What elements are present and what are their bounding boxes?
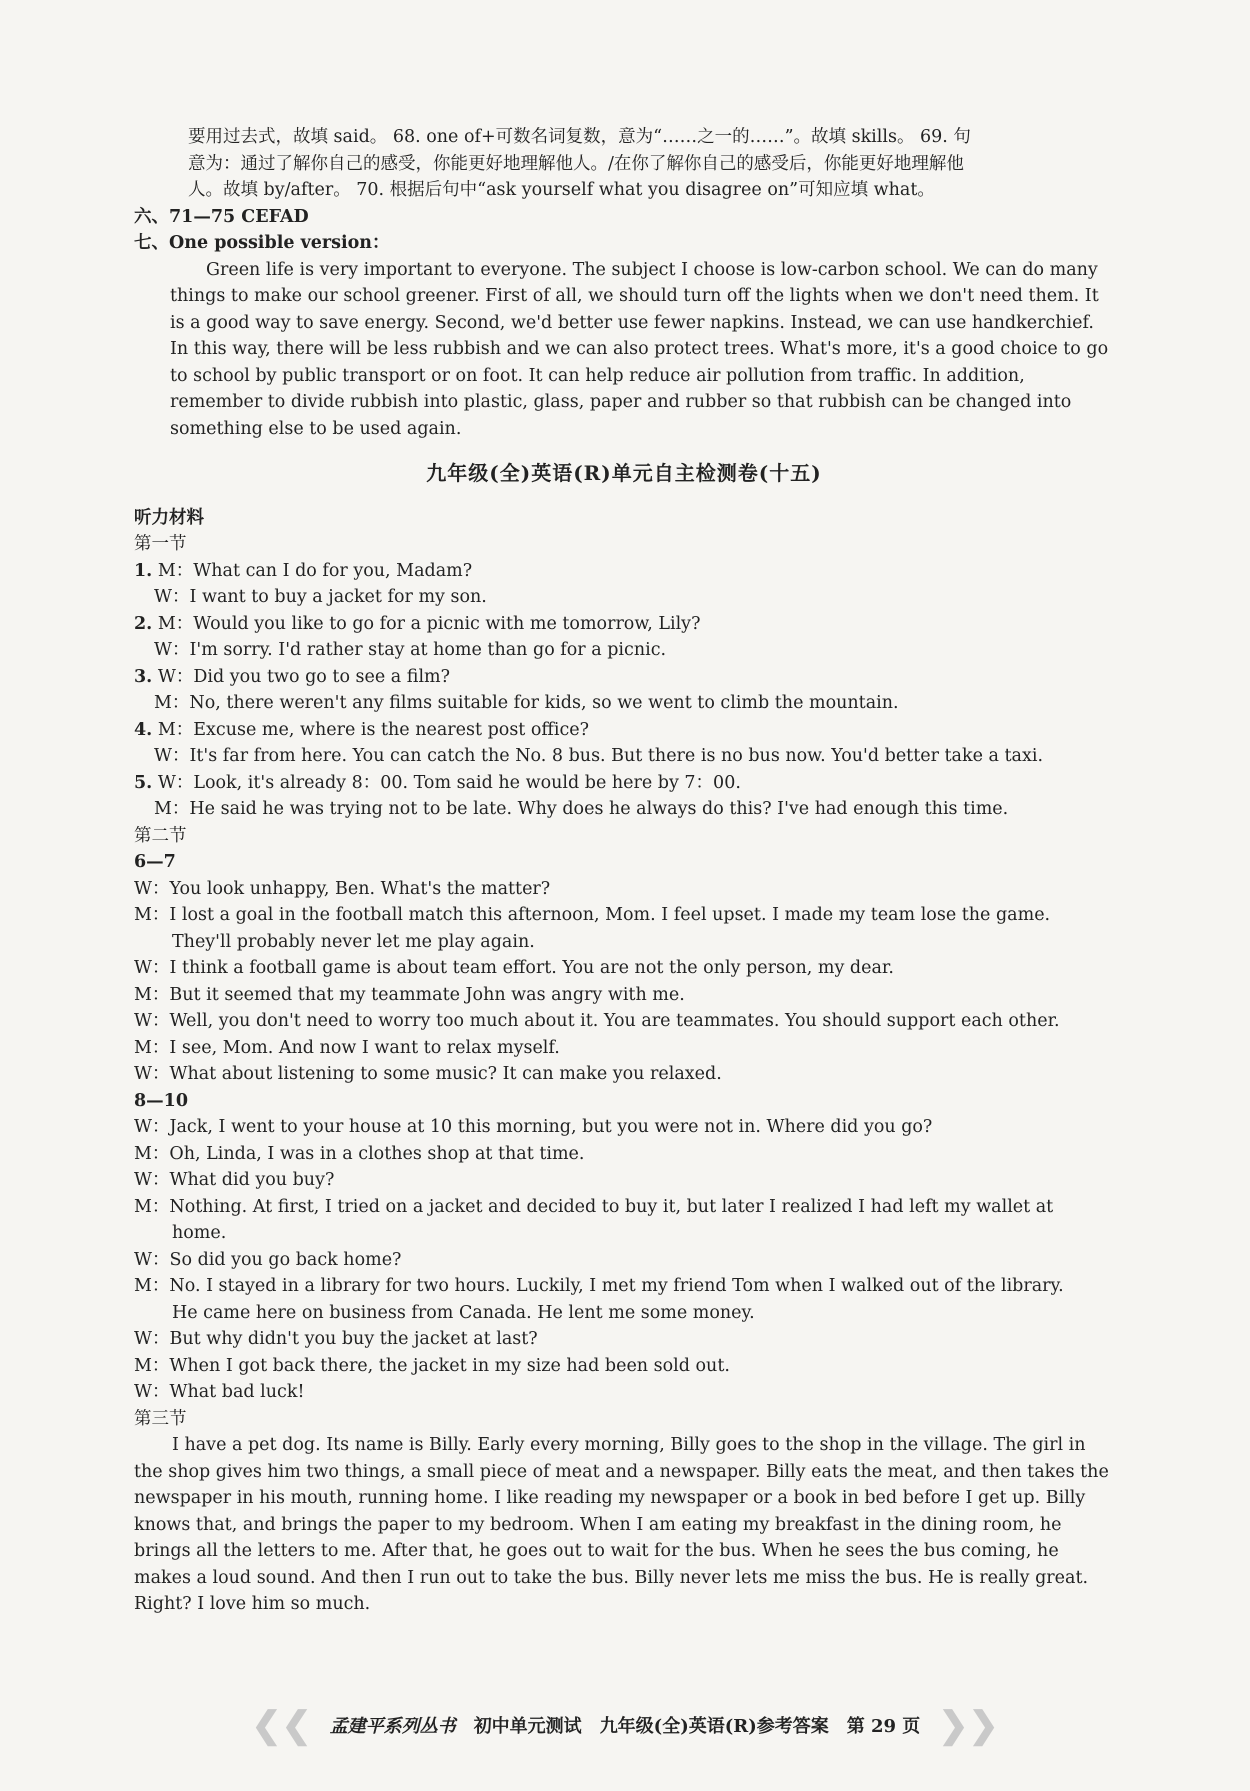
essay-line: In this way, there will be less rubbish and we can also protect trees. What's more, it's a good choice to go [170,339,1109,359]
item-number: 5. [134,772,153,793]
item-number: 1. [134,560,153,581]
essay-line: remember to divide rubbish into plastic, glass, paper and rubber so that rubbish can be changed into [170,392,1072,412]
dialogue-line: M：What can I do for you, Madam? [157,560,473,581]
dialogue-line: W：What about listening to some music? It can make you relaxed. [134,1064,722,1084]
passage-line: knows that, and brings the paper to my bedroom. When I am eating my breakfast in the dining room, he [134,1514,1062,1535]
passage-line: brings all the letters to me. After that, he goes out to wait for the bus. When he sees the bus coming, he [134,1541,1059,1561]
page-footer [0,1700,1250,1750]
page-content [134,124,1114,1618]
section-six-answers: 六、71—75 CEFAD [134,206,309,227]
answer-line: 要用过去式，故填 said。 68. one of+可数名词复数，意为“……之一的……”。故填 skills。 69. 句 [188,127,971,147]
dialogue-line: home. [172,1223,227,1243]
section-three-passage [134,1432,1114,1618]
dialogue-line: M：When I got back there, the jacket in my size had been sold out. [134,1355,730,1376]
dialogue-8-10 [134,1114,1114,1406]
dialogue-line: He came here on business from Canada. He lent me some money. [172,1302,755,1323]
dialogue-line: W：What bad luck! [134,1382,305,1402]
book-name: 初中单元测试 [473,1716,582,1737]
passage-line: the shop gives him two things, a small piece of meat and a newspaper. Billy eats the meat, and then takes the [134,1461,1109,1482]
question-range-6-7: 6—7 [134,852,176,872]
dialogue-line: M：I lost a goal in the football match this afternoon, Mom. I feel upset. I made my team lose the game. [134,905,1051,925]
passage-line: makes a loud sound. And then I run out to take the bus. Billy never lets me miss the bus. He is really great. [134,1567,1089,1588]
dialogue-line: M：No. I stayed in a library for two hours. Luckily, I met my friend Tom when I walked out of the library. [134,1276,1064,1296]
dialogue-line: They'll probably never let me play again. [172,931,535,952]
dialogue-line: M：I see, Mom. And now I want to relax myself. [134,1037,560,1058]
section-two-label: 第二节 [134,825,187,846]
essay-line: something else to be used again. [170,418,462,439]
dialogue-line: W：Well, you don't need to worry too much about it. You are teammates. You should support each other. [134,1011,1060,1031]
dialogue-line: W：I want to buy a jacket for my son. [154,587,487,607]
question-range-8-10: 8—10 [134,1090,189,1111]
test-title: 九年级(全)英语(R)单元自主检测卷(十五) [426,461,822,485]
sample-essay [134,257,1114,443]
listening-heading: 听力材料 [134,507,204,528]
passage-line: I have a pet dog. Its name is Billy. Early every morning, Billy goes to the shop in the village. The girl in [172,1435,1086,1455]
passage-line: newspaper in his mouth, running home. I like reading my newspaper or a book in bed before I get up. Billy [134,1488,1086,1508]
dialogue-line: W：You look unhappy, Ben. What's the matter? [134,878,551,899]
dialogue-line: M：Nothing. At first, I tried on a jacket and decided to buy it, but later I realized I had left my wallet at [134,1196,1054,1217]
dialogue-6-7 [134,876,1114,1088]
dialogue-line: W：But why didn't you buy the jacket at last? [134,1329,538,1349]
dialogue-line: M：Oh, Linda, I was in a clothes shop at that time. [134,1143,585,1164]
dialogue-line: W：Look, it's already 8：00. Tom said he would be here by 7：00. [157,772,741,793]
dialogue-line: W：What did you buy? [134,1170,335,1190]
essay-line: to school by public transport or on foot. It can help reduce air pollution from traffic. In addition, [170,365,1025,386]
dialogue-line: W：So did you go back home? [134,1249,402,1270]
dialogue-line: W：I think a football game is about team effort. You are not the only person, my dear. [134,958,894,978]
essay-line: Green life is very important to everyone. The subject I choose is low-carbon school. We can do many [206,259,1098,280]
essay-line: things to make our school greener. First of all, we should turn off the lights when we don't need them. It [170,286,1099,306]
dialogue-line: M：But it seemed that my teammate John was angry with me. [134,984,685,1005]
series-name: 孟建平系列丛书 [329,1716,456,1737]
dialogue-line: M：Would you like to go for a picnic with me tomorrow, Lily? [157,613,701,634]
dialogue-line: M：No, there weren't any films suitable for kids, so we went to climb the mountain. [154,693,899,713]
section-seven-heading: 七、One possible version： [134,233,390,253]
subject-name: 九年级(全)英语(R)参考答案 [599,1716,829,1737]
section-three-label: 第三节 [134,1408,187,1429]
passage-line: Right? I love him so much. [134,1594,371,1614]
dialogue-line: W：I'm sorry. I'd rather stay at home than go for a picnic. [154,640,667,660]
page-number: 第 29 页 [846,1716,921,1737]
dialogue-line: M：He said he was trying not to be late. Why does he always do this? I've had enough this time. [154,799,1009,819]
dialogue-line: W：It's far from here. You can catch the No. 8 bus. But there is no bus now. You'd better take a taxi. [154,746,1044,766]
part-one-dialogues [134,558,1114,823]
section-one-label: 第一节 [134,534,187,554]
dialogue-line: W：Jack, I went to your house at 10 this morning, but you were not in. Where did you go? [134,1117,933,1137]
item-number: 4. [134,719,153,740]
item-number: 2. [134,613,153,634]
answer-explanations [134,124,1114,204]
essay-line: is a good way to save energy. Second, we'd better use fewer napkins. Instead, we can use handkerchief. [170,312,1094,333]
chevron-right-icon: ❯❯ [938,1704,999,1746]
item-number: 3. [134,666,153,687]
chevron-left-icon: ❮❮ [251,1704,312,1746]
dialogue-line: M：Excuse me, where is the nearest post office? [157,719,590,740]
dialogue-line: W：Did you two go to see a film? [157,666,451,687]
answer-line: 意为：通过了解你自己的感受，你能更好地理解他人。/在你了解你自己的感受后，你能更好地理解他 [188,153,964,174]
answer-line: 人。故填 by/after。 70. 根据后句中“ask yourself what you disagree on”可知应填 what。 [188,180,935,200]
